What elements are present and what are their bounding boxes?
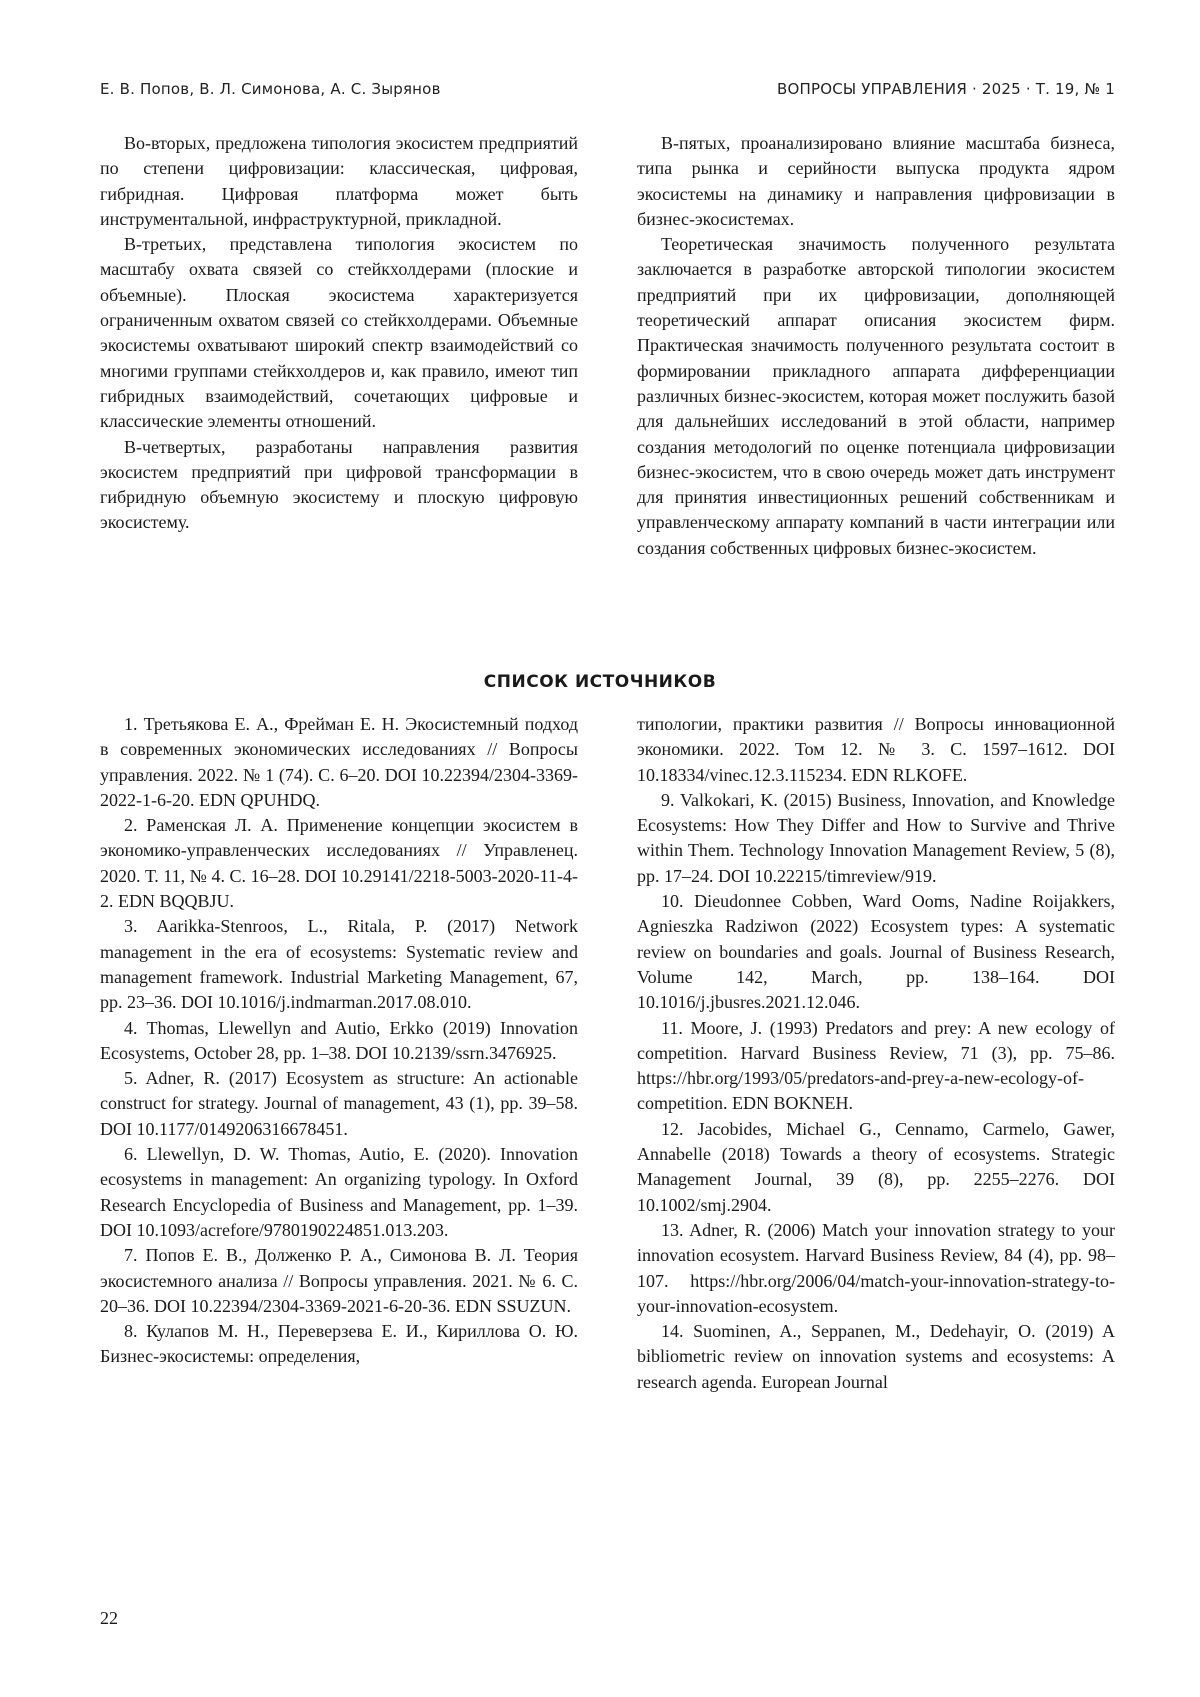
reference-item: 4. Thomas, Llewellyn and Autio, Erkko (2019) Innovation Ecosystems, October 28, pp. 1–38. DOI 10.2139/ssrn.3476925. (100, 1016, 578, 1067)
body-left-column (100, 131, 578, 536)
reference-item: 13. Adner, R. (2006) Match your innovation strategy to your innovation ecosystem. Harvard Business Review, 84 (4), pp. 98–107. https://hbr.org/2006/04/match-your-innovation-strategy-to-your-innovation-ecosystem. (637, 1218, 1115, 1319)
reference-item: 14. Suominen, A., Seppanen, M., Dedehayir, O. (2019) A bibliometric review on innovation systems and ecosystems: A research agenda. European Journal (637, 1319, 1115, 1395)
references-heading: СПИСОК ИСТОЧНИКОВ (0, 672, 1200, 692)
reference-item: 1. Третьякова Е. А., Фрейман Е. Н. Экосистемный подход в современных экономических исследованиях // Вопросы управления. 2022. № 1 (74). С. 6–20. DOI 10.22394/2304-3369-2022-1-6-20. EDN QPUHDQ. (100, 712, 578, 813)
reference-item: 8. Кулапов М. Н., Переверзева Е. И., Кириллова О. Ю. Бизнес-экосистемы: определения, (100, 1319, 578, 1370)
references-right-column (637, 712, 1115, 1395)
references-left-column (100, 712, 578, 1370)
paragraph: В-третьих, представлена типология экосистем по масштабу охвата связей со стейкхолдерами (плоские и объемные). Плоская экосистема характеризуется ограниченным охватом связей со стейкхолдерами. Объемные экосистемы охватывают широкий спектр взаимодействий со многими группами стейкхолдеров и, как правило, имеют тип гибридных взаимодействий, сочетающих цифровые и классические элементы отношений. (100, 232, 578, 434)
reference-item-continuation: типологии, практики развития // Вопросы инновационной экономики. 2022. Том 12. № 3. С. 1597–1612. DOI 10.18334/vinec.12.3.115234. EDN RLKOFE. (637, 712, 1115, 788)
reference-item: 3. Aarikka-Stenroos, L., Ritala, P. (2017) Network management in the era of ecosystems: Systematic review and management framework. Industrial Marketing Management, 67, pp. 23–36. DOI 10.1016/j.indmarman.2017.08.010. (100, 914, 578, 1015)
reference-item: 6. Llewellyn, D. W. Thomas, Autio, E. (2020). Innovation ecosystems in management: An organizing typology. In Oxford Research Encyclopedia of Business and Management, pp. 1–39. DOI 10.1093/acrefore/9780190224851.013.203. (100, 1142, 578, 1243)
reference-item: 9. Valkokari, K. (2015) Business, Innovation, and Knowledge Ecosystems: How They Differ and How to Survive and Thrive within Them. Technology Innovation Management Review, 5 (8), pp. 17–24. DOI 10.22215/timreview/919. (637, 788, 1115, 889)
header-journal: ВОПРОСЫ УПРАВЛЕНИЯ · 2025 · Т. 19, № 1 (777, 80, 1115, 98)
running-header (100, 80, 1115, 106)
paragraph: Во-вторых, предложена типология экосистем предприятий по степени цифровизации: классическая, цифровая, гибридная. Цифровая платформа может быть инструментальной, инфраструктурной, прикладной. (100, 131, 578, 232)
reference-item: 10. Dieudonnee Cobben, Ward Ooms, Nadine Roijakkers, Agnieszka Radziwon (2022) Ecosystem types: A systematic review on boundaries and goals. Journal of Business Research, Volume 142, March, pp. 138–164. DOI 10.1016/j.jbusres.2021.12.046. (637, 889, 1115, 1015)
page-number: 22 (100, 1608, 118, 1629)
reference-item: 12. Jacobides, Michael G., Cennamo, Carmelo, Gawer, Annabelle (2018) Towards a theory of ecosystems. Strategic Management Journal, 39 (8), pp. 2255–2276. DOI 10.1002/smj.2904. (637, 1117, 1115, 1218)
reference-item: 5. Adner, R. (2017) Ecosystem as structure: An actionable construct for strategy. Journal of management, 43 (1), pp. 39–58. DOI 10.1177/0149206316678451. (100, 1066, 578, 1142)
reference-item: 2. Раменская Л. А. Применение концепции экосистем в экономико-управленческих исследованиях // Управленец. 2020. Т. 11, № 4. С. 16–28. DOI 10.29141/2218-5003-2020-11-4-2. EDN BQQBJU. (100, 813, 578, 914)
header-authors: Е. В. Попов, В. Л. Симонова, А. С. Зырянов (100, 80, 441, 98)
reference-item: 11. Moore, J. (1993) Predators and prey: A new ecology of competition. Harvard Business Review, 71 (3), pp. 75–86. https://hbr.org/1993/05/predators-and-prey-a-new-ecology-of-competition. EDN BOKNEH. (637, 1016, 1115, 1117)
paragraph: В-четвертых, разработаны направления развития экосистем предприятий при цифровой трансформации в гибридную объемную экосистему и плоскую цифровую экосистему. (100, 435, 578, 536)
paragraph: Теоретическая значимость полученного результата заключается в разработке авторской типологии экосистем предприятий при их цифровизации, дополняющей теоретический аппарат описания экосистем фирм. Практическая значимость полученного результата состоит в формировании прикладного аппарата дифференциации различных бизнес-экосистем, которая может послужить базой для дальнейших исследований в этой области, например создания методологий по оценке потенциала цифровизации бизнес-экосистем, что в свою очередь может дать инструмент для принятия инвестиционных решений собственникам и управленческому аппарату компаний в части интеграции или создания собственных цифровых бизнес-экосистем. (637, 232, 1115, 561)
body-right-column (637, 131, 1115, 561)
reference-item: 7. Попов Е. В., Долженко Р. А., Симонова В. Л. Теория экосистемного анализа // Вопросы управления. 2021. № 6. С. 20–36. DOI 10.22394/2304-3369-2021-6-20-36. EDN SSUZUN. (100, 1243, 578, 1319)
paragraph: В-пятых, проанализировано влияние масштаба бизнеса, типа рынка и серийности выпуска продукта ядром экосистемы на динамику и направления цифровизации в бизнес-экосистемах. (637, 131, 1115, 232)
